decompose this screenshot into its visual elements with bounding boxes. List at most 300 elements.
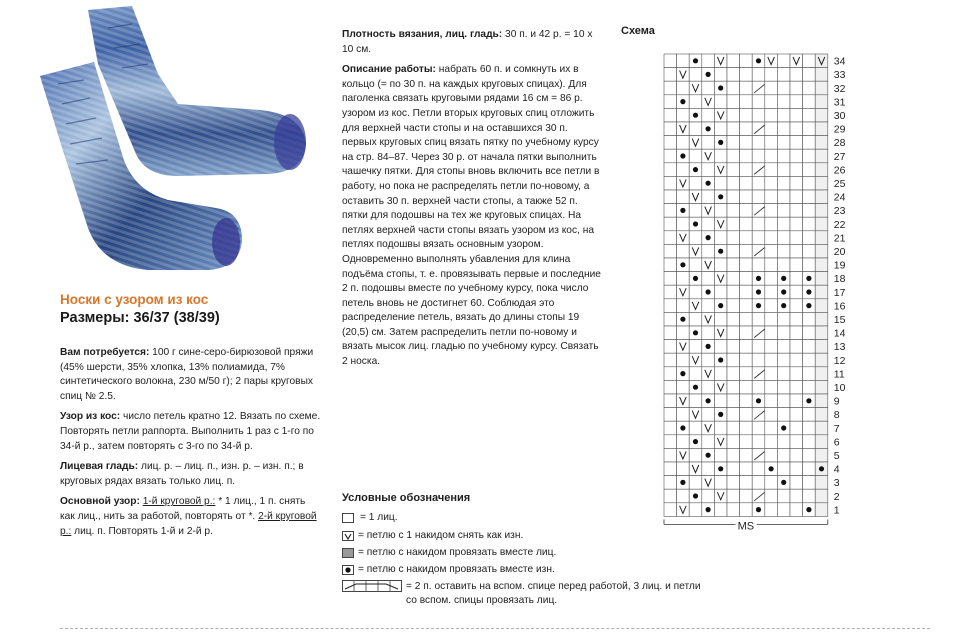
chart-cell — [727, 204, 740, 218]
chart-cell — [777, 489, 790, 503]
chart-cell — [777, 312, 790, 326]
chart-cell — [740, 326, 753, 340]
chart-dot — [718, 140, 723, 145]
chart-cell — [727, 190, 740, 204]
chart-dot — [706, 289, 711, 294]
chart-cell — [664, 190, 677, 204]
chart-cell — [740, 95, 753, 109]
chart-cell — [752, 204, 765, 218]
chart-dot — [706, 398, 711, 403]
chart-cell — [727, 258, 740, 272]
chart-cell — [727, 435, 740, 449]
chart-cell — [790, 285, 803, 299]
chart-cell — [777, 122, 790, 136]
divider — [60, 628, 930, 629]
chart-cell — [677, 353, 690, 367]
chart-cell — [765, 68, 778, 82]
chart-cell — [790, 340, 803, 354]
chart-cell — [740, 81, 753, 95]
chart-cell — [664, 272, 677, 286]
chart-cell — [727, 353, 740, 367]
chart-cell — [677, 380, 690, 394]
row-number-label: 32 — [833, 82, 846, 95]
chart-cell — [790, 136, 803, 150]
chart-cell — [689, 367, 702, 381]
chart-cell — [790, 394, 803, 408]
chart-cell — [752, 462, 765, 476]
chart-cell — [815, 312, 828, 326]
chart-cell — [752, 421, 765, 435]
chart-cell — [803, 476, 816, 490]
chart-cell — [790, 149, 803, 163]
chart-cell — [790, 231, 803, 245]
chart-cell — [664, 476, 677, 490]
chart-dot — [718, 303, 723, 308]
cable-pattern-paragraph — [60, 410, 322, 454]
row-number-label: 20 — [833, 246, 846, 258]
chart-cell — [777, 163, 790, 177]
chart-cell — [765, 190, 778, 204]
stockinette-text: лиц. р. – лиц. п., изн. р. – изн. п.; в круговых рядах вязать только лиц. п. — [60, 461, 304, 487]
chart-cell — [664, 503, 677, 517]
chart-cell — [790, 244, 803, 258]
chart-cell — [664, 285, 677, 299]
chart-cell — [740, 476, 753, 490]
chart-cell — [815, 176, 828, 190]
chart-dot — [693, 167, 698, 172]
chart-cell — [664, 122, 677, 136]
chart-cell — [740, 68, 753, 82]
chart-cell — [740, 340, 753, 354]
chart-cell — [714, 176, 727, 190]
description-label: Описание работы: — [342, 64, 436, 76]
chart-cell — [727, 380, 740, 394]
chart-cell — [803, 421, 816, 435]
chart-dot — [706, 235, 711, 240]
chart-cell — [664, 326, 677, 340]
chart-dot — [680, 153, 685, 158]
chart-dot — [706, 453, 711, 458]
row-number-label: 12 — [833, 354, 846, 367]
chart-cell — [803, 95, 816, 109]
chart-dot — [781, 425, 786, 430]
chart-cell — [740, 489, 753, 503]
row-number-label: 29 — [833, 123, 846, 136]
chart-cell — [664, 421, 677, 435]
chart-cell — [689, 476, 702, 490]
chart-cell — [790, 163, 803, 177]
chart-cell — [752, 176, 765, 190]
chart-cell — [714, 394, 727, 408]
chart-cell — [727, 136, 740, 150]
chart-dot — [706, 72, 711, 77]
legend-text-knit-together: = петлю с накидом провязать вместе лиц. — [358, 547, 557, 558]
chart-cell — [777, 258, 790, 272]
chart-cell — [815, 476, 828, 490]
chart-cell — [765, 476, 778, 490]
chart-cell — [727, 68, 740, 82]
chart-cell — [765, 326, 778, 340]
gauge-text: 30 п. и 42 р. = 10 х 10 см. — [342, 29, 593, 55]
chart-cell — [727, 81, 740, 95]
chart-cell — [702, 462, 715, 476]
chart-cell — [777, 448, 790, 462]
chart-cell — [677, 326, 690, 340]
row-number-label: 11 — [833, 368, 845, 381]
chart-cell — [815, 68, 828, 82]
chart-dot — [680, 317, 685, 322]
chart-cell — [790, 462, 803, 476]
chart-dot — [718, 249, 723, 254]
chart-dot — [806, 303, 811, 308]
chart-cell — [790, 408, 803, 422]
chart-cell — [752, 244, 765, 258]
chart-cell — [727, 299, 740, 313]
chart-cell — [765, 122, 778, 136]
row-number-label: 31 — [833, 96, 846, 109]
chart-cell — [752, 380, 765, 394]
chart-cell — [815, 258, 828, 272]
chart-cell — [664, 149, 677, 163]
chart-cell — [790, 503, 803, 517]
chart-cell — [803, 54, 816, 68]
chart-dot — [693, 113, 698, 118]
gauge-label: Плотность вязания, лиц. гладь: — [342, 29, 503, 40]
chart-cell — [664, 435, 677, 449]
chart-cell — [727, 503, 740, 517]
row-number-label: 23 — [833, 205, 846, 218]
chart-cell — [803, 448, 816, 462]
slip-symbol-icon — [342, 531, 354, 541]
chart-cell — [740, 190, 753, 204]
chart-cell — [727, 462, 740, 476]
chart-cell — [740, 122, 753, 136]
chart-cell — [752, 231, 765, 245]
chart-dot — [693, 385, 698, 390]
chart-cell — [689, 149, 702, 163]
row-number-label: 24 — [833, 191, 846, 204]
chart-cell — [677, 190, 690, 204]
row-number-label: 15 — [833, 314, 846, 326]
chart-cell — [714, 149, 727, 163]
chart-cell — [727, 176, 740, 190]
chart-cell — [677, 163, 690, 177]
chart-cell — [677, 489, 690, 503]
chart-cell — [664, 163, 677, 177]
legend-text-cable: = 2 п. оставить на вспом. спице перед работой, 3 лиц. и петли со вспом. спицы провязать лиц. — [406, 581, 701, 606]
chart-cell — [740, 367, 753, 381]
chart-cell — [740, 380, 753, 394]
chart-cell — [803, 380, 816, 394]
chart-cell — [702, 435, 715, 449]
chart-dot — [706, 507, 711, 512]
chart-cell — [752, 312, 765, 326]
chart-cell — [765, 408, 778, 422]
chart-cell — [727, 448, 740, 462]
chart-cell — [765, 244, 778, 258]
chart-cell — [752, 340, 765, 354]
chart-cell — [790, 448, 803, 462]
chart-cell — [740, 54, 753, 68]
chart-cell — [765, 394, 778, 408]
materials-label: Вам потребуется: — [60, 347, 150, 358]
chart-cell — [803, 489, 816, 503]
chart-cell — [752, 448, 765, 462]
chart-cell — [777, 108, 790, 122]
chart-cell — [664, 462, 677, 476]
chart-cell — [765, 272, 778, 286]
chart-cell — [664, 81, 677, 95]
row-number-label: 1 — [833, 504, 840, 517]
chart-dot — [680, 99, 685, 104]
chart-cell — [815, 421, 828, 435]
chart-dot — [693, 439, 698, 444]
chart-cell — [777, 340, 790, 354]
chart-cell — [714, 122, 727, 136]
row-number-label: 18 — [833, 273, 846, 286]
sizes-heading: Размеры: 36/37 (38/39) — [60, 310, 220, 326]
chart-dot — [781, 480, 786, 485]
row-number-label: 21 — [833, 232, 846, 245]
chart-cell — [790, 190, 803, 204]
chart-cell — [689, 258, 702, 272]
chart-cell — [740, 448, 753, 462]
row-number-label: 34 — [833, 55, 846, 68]
chart-cell — [815, 108, 828, 122]
cable-pattern-text: число петель кратно 12. Вязать по схеме. Повторять петли раппорта. Выполнить 1 раз с 1-го по 34-й р., затем повторять с 3-го по 34-й р. — [60, 411, 321, 452]
chart-cell — [677, 136, 690, 150]
chart-cell — [752, 95, 765, 109]
chart-cell — [664, 108, 677, 122]
chart-cell — [815, 272, 828, 286]
chart-cell — [790, 421, 803, 435]
chart-cell — [803, 258, 816, 272]
chart-cell — [727, 408, 740, 422]
chart-cell — [765, 108, 778, 122]
chart-cell — [727, 421, 740, 435]
chart-cell — [689, 95, 702, 109]
chart-cell — [803, 462, 816, 476]
chart-cell — [689, 312, 702, 326]
chart-dot — [718, 357, 723, 362]
chart-cell — [727, 489, 740, 503]
chart-dot — [706, 181, 711, 186]
chart-cell — [740, 204, 753, 218]
chart-cell — [740, 217, 753, 231]
knit-together-symbol-icon — [342, 548, 354, 558]
chart-cell — [702, 81, 715, 95]
chart-cell — [702, 408, 715, 422]
chart-dot — [806, 289, 811, 294]
chart-cell — [664, 68, 677, 82]
chart-cell — [765, 367, 778, 381]
row-number-label: 9 — [833, 395, 840, 408]
chart-cell — [740, 231, 753, 245]
chart-cell — [803, 81, 816, 95]
chart-cell — [777, 231, 790, 245]
chart-dot — [706, 344, 711, 349]
chart-cell — [777, 204, 790, 218]
middle-column — [342, 28, 604, 376]
chart-cell — [815, 408, 828, 422]
chart-cell — [765, 380, 778, 394]
round1-label: 1-й круговой р.: — [142, 496, 216, 508]
chart-cell — [765, 176, 778, 190]
chart-cell — [714, 258, 727, 272]
chart-cell — [727, 394, 740, 408]
chart-dot — [680, 262, 685, 267]
chart-cell — [803, 353, 816, 367]
chart-cell — [815, 190, 828, 204]
chart-cell — [803, 108, 816, 122]
chart-dot — [756, 507, 761, 512]
chart-cell — [777, 217, 790, 231]
chart-cell — [727, 326, 740, 340]
chart-dot — [680, 371, 685, 376]
chart-cell — [803, 340, 816, 354]
chart-dot — [756, 58, 761, 63]
materials-text: 100 г сине-серо-бирюзовой пряжи (45% шерсти, 35% хлопка, 13% полиамида, 7% синтетического волокна, 230 м/50 г); 2 пары круговых спиц № 2.5. — [60, 347, 314, 402]
chart-cell — [815, 122, 828, 136]
legend-item-purl-together — [342, 563, 555, 577]
chart-cell — [803, 68, 816, 82]
chart-cell — [727, 217, 740, 231]
chart-cell — [727, 95, 740, 109]
chart-cell — [702, 326, 715, 340]
chart-cell — [752, 190, 765, 204]
chart-cell — [765, 204, 778, 218]
chart-cell — [765, 217, 778, 231]
chart-cell — [664, 136, 677, 150]
chart-cell — [790, 367, 803, 381]
chart-cell — [702, 190, 715, 204]
chart-cell — [664, 217, 677, 231]
chart-cell — [777, 353, 790, 367]
chart-cell — [689, 68, 702, 82]
chart-dot — [718, 85, 723, 90]
chart-cell — [765, 258, 778, 272]
chart-cell — [714, 367, 727, 381]
chart-cell — [740, 353, 753, 367]
chart-dot — [718, 194, 723, 199]
chart-cell — [765, 489, 778, 503]
chart-cell — [790, 380, 803, 394]
chart-cell — [777, 95, 790, 109]
chart-cell — [664, 244, 677, 258]
chart-cell — [740, 285, 753, 299]
chart-cell — [803, 408, 816, 422]
row-number-label: 4 — [833, 463, 840, 476]
chart-dot — [781, 276, 786, 281]
legend-item-slip — [342, 529, 523, 543]
chart-cell — [803, 435, 816, 449]
chart-cell — [815, 435, 828, 449]
chart-cell — [714, 95, 727, 109]
chart-cell — [815, 217, 828, 231]
chart-cell — [714, 312, 727, 326]
main-pattern-paragraph — [60, 495, 322, 539]
chart-cell — [790, 122, 803, 136]
chart-cell — [803, 231, 816, 245]
chart-cell — [815, 163, 828, 177]
chart-cell — [815, 489, 828, 503]
chart-cell — [815, 299, 828, 313]
chart-cell — [777, 190, 790, 204]
chart-cell — [677, 108, 690, 122]
row-number-label: 5 — [833, 450, 840, 462]
chart-cell — [790, 204, 803, 218]
row-number-label: 22 — [833, 218, 846, 231]
chart-cell — [727, 108, 740, 122]
legend-text-slip: = петлю с 1 накидом снять как изн. — [358, 530, 524, 541]
chart-cell — [765, 353, 778, 367]
row-number-label: 33 — [833, 69, 846, 82]
chart-cell — [777, 54, 790, 68]
chart-cell — [727, 312, 740, 326]
chart-cell — [790, 435, 803, 449]
chart-dot — [806, 398, 811, 403]
chart-cell — [677, 217, 690, 231]
row-number-label: 14 — [833, 327, 846, 340]
socks-photo — [28, 4, 318, 286]
row-number-label: 3 — [833, 477, 840, 490]
chart-cell — [790, 68, 803, 82]
chart-cell — [714, 421, 727, 435]
chart-dot — [693, 276, 698, 281]
chart-cell — [752, 435, 765, 449]
chart-cell — [664, 312, 677, 326]
chart-cell — [702, 108, 715, 122]
chart-cell — [664, 340, 677, 354]
legend-text-knit: = 1 лиц. — [360, 512, 398, 523]
chart-cell — [702, 217, 715, 231]
chart-cell — [752, 408, 765, 422]
chart-cell — [702, 163, 715, 177]
chart-cell — [803, 244, 816, 258]
chart-cell — [777, 367, 790, 381]
chart-cell — [803, 163, 816, 177]
chart-cell — [765, 340, 778, 354]
chart-dot — [693, 58, 698, 63]
chart-cell — [777, 136, 790, 150]
chart-cell — [677, 81, 690, 95]
chart-cell — [727, 163, 740, 177]
materials-paragraph — [60, 346, 322, 404]
chart-cell — [752, 367, 765, 381]
chart-cell — [803, 190, 816, 204]
chart-cell — [752, 136, 765, 150]
round1-text: * 1 лиц., 1 п. снять как лиц., нить за работой, повторять от *. — [60, 496, 306, 522]
chart-cell — [689, 340, 702, 354]
chart-cell — [815, 136, 828, 150]
chart-cell — [677, 408, 690, 422]
chart-cell — [664, 353, 677, 367]
chart-cell — [677, 299, 690, 313]
chart-cell — [765, 312, 778, 326]
chart-cell — [790, 312, 803, 326]
chart-cell — [740, 136, 753, 150]
chart-cell — [790, 353, 803, 367]
round2-text: лиц. п. Повторять 1-й и 2-й р. — [71, 525, 213, 537]
chart-cell — [815, 81, 828, 95]
chart-cell — [727, 476, 740, 490]
chart-cell — [702, 299, 715, 313]
chart-cell — [765, 435, 778, 449]
chart-cell — [777, 394, 790, 408]
chart-cell — [790, 81, 803, 95]
chart-cell — [740, 258, 753, 272]
chart-cell — [765, 421, 778, 435]
